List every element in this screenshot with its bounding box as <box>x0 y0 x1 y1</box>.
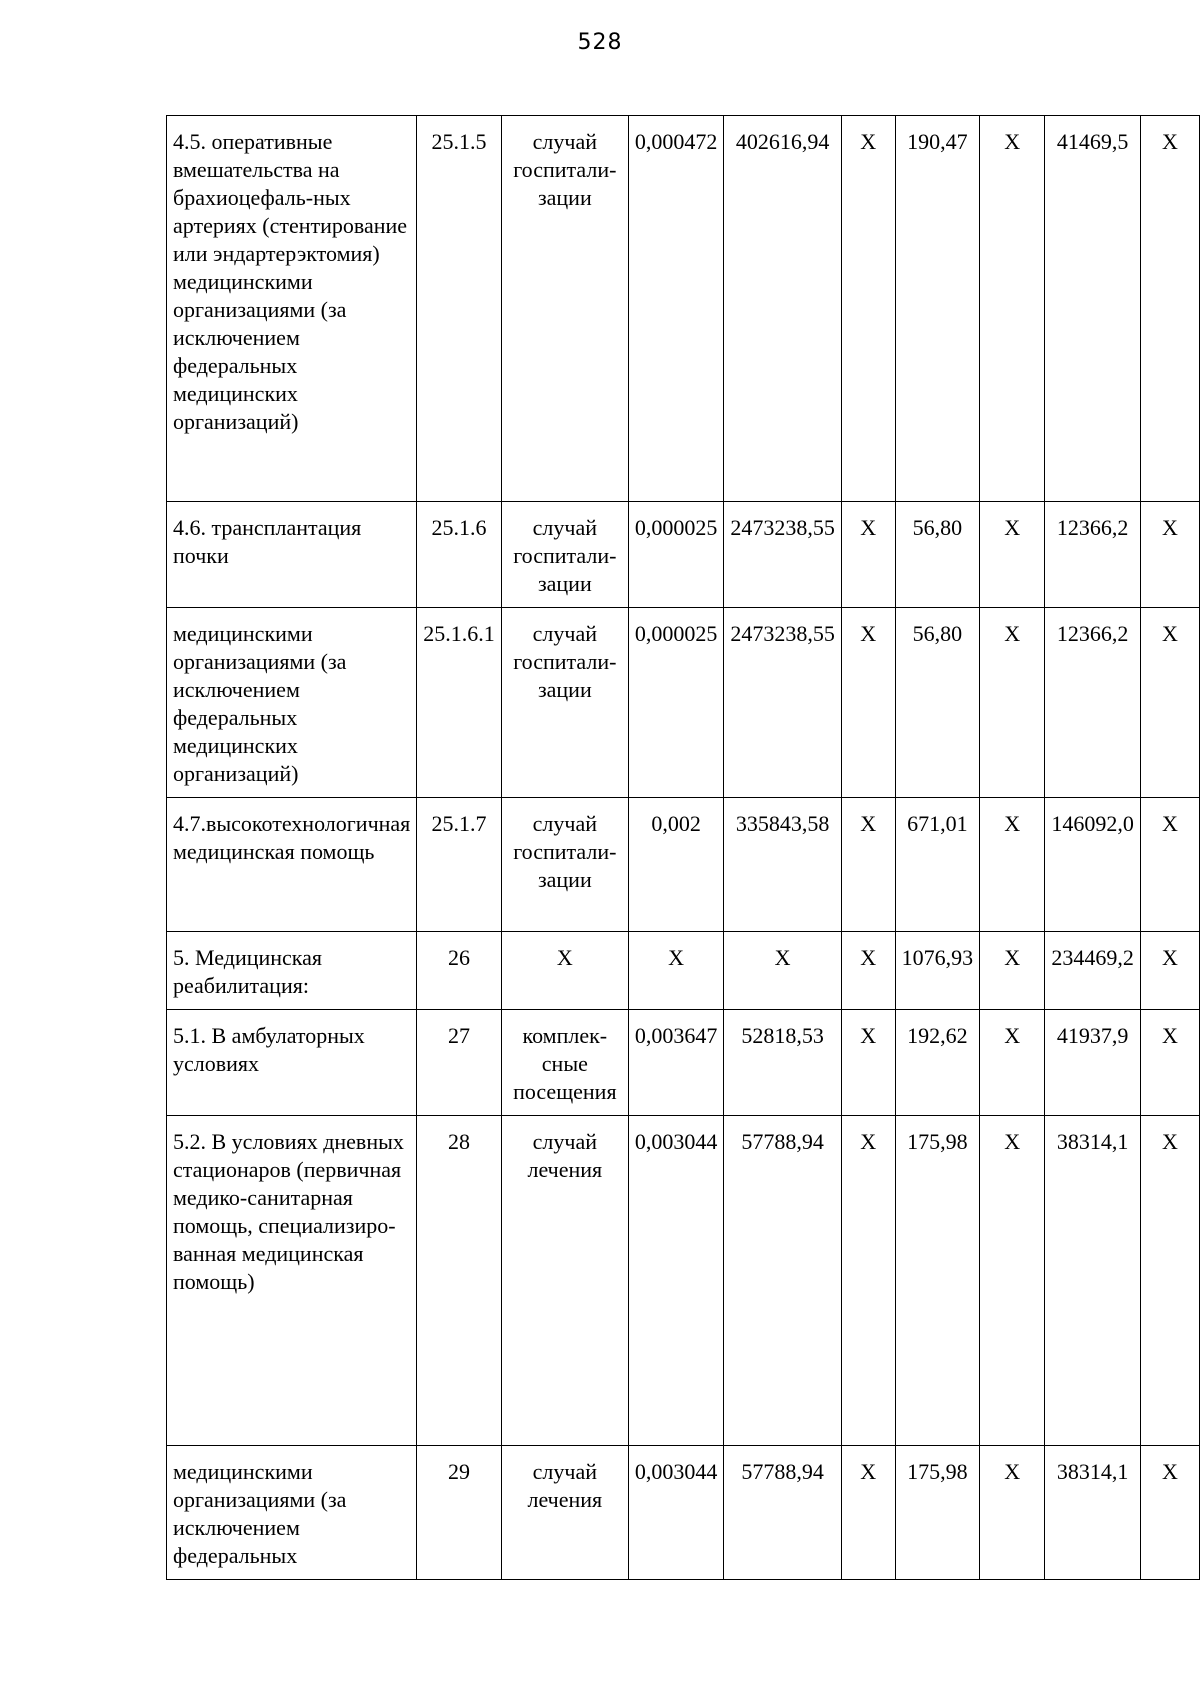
row-col10: Х <box>1140 1116 1199 1446</box>
row-norm: 0,000025 <box>628 502 724 608</box>
row-col7: 56,80 <box>895 502 980 608</box>
row-col10: Х <box>1140 798 1199 932</box>
row-col6: Х <box>841 798 895 932</box>
row-col6: Х <box>841 932 895 1010</box>
row-code: 25.1.5 <box>417 116 502 502</box>
row-col7: 56,80 <box>895 608 980 798</box>
row-name: 5.1. В амбулаторных условиях <box>167 1010 417 1116</box>
row-cost: Х <box>724 932 842 1010</box>
row-unit: Х <box>501 932 628 1010</box>
row-col8: Х <box>980 798 1045 932</box>
row-col9: 12366,2 <box>1045 502 1141 608</box>
row-col6: Х <box>841 116 895 502</box>
row-unit: случай госпитали-зации <box>501 798 628 932</box>
row-col9: 234469,2 <box>1045 932 1141 1010</box>
row-code: 25.1.6 <box>417 502 502 608</box>
table-row <box>167 116 1200 502</box>
row-unit: случай госпитали-зации <box>501 502 628 608</box>
row-code: 29 <box>417 1446 502 1580</box>
data-table <box>166 115 1200 1580</box>
row-cost: 402616,94 <box>724 116 842 502</box>
row-unit: случай госпитали-зации <box>501 116 628 502</box>
row-cost: 57788,94 <box>724 1116 842 1446</box>
row-cost: 2473238,55 <box>724 502 842 608</box>
row-col6: Х <box>841 1446 895 1580</box>
row-norm: 0,003044 <box>628 1116 724 1446</box>
row-norm: Х <box>628 932 724 1010</box>
page-number: 528 <box>577 30 623 55</box>
row-name: медицинскими организациями (за исключением федеральных <box>167 1446 417 1580</box>
row-cost: 335843,58 <box>724 798 842 932</box>
row-name: медицинскими организациями (за исключением федеральных медицинских организаций) <box>167 608 417 798</box>
row-cost: 2473238,55 <box>724 608 842 798</box>
row-cost: 52818,53 <box>724 1010 842 1116</box>
table-row <box>167 1116 1200 1446</box>
row-col9: 41469,5 <box>1045 116 1141 502</box>
row-unit: случай лечения <box>501 1116 628 1446</box>
row-col10: Х <box>1140 502 1199 608</box>
row-col6: Х <box>841 502 895 608</box>
row-code: 26 <box>417 932 502 1010</box>
table-row <box>167 608 1200 798</box>
row-col10: Х <box>1140 608 1199 798</box>
row-col8: Х <box>980 1446 1045 1580</box>
row-col8: Х <box>980 932 1045 1010</box>
row-col10: Х <box>1140 1446 1199 1580</box>
row-col7: 175,98 <box>895 1446 980 1580</box>
row-col8: Х <box>980 116 1045 502</box>
table-row <box>167 798 1200 932</box>
row-norm: 0,002 <box>628 798 724 932</box>
row-norm: 0,003044 <box>628 1446 724 1580</box>
row-col6: Х <box>841 1010 895 1116</box>
row-col7: 175,98 <box>895 1116 980 1446</box>
row-code: 27 <box>417 1010 502 1116</box>
row-name: 4.5. оперативные вмешательства на брахиоцефаль-ных артериях (стентирование или эндартерэктомия) медицинскими организациями (за исключением федеральных медицинских организаций) <box>167 116 417 502</box>
table-row <box>167 1010 1200 1116</box>
row-norm: 0,000472 <box>628 116 724 502</box>
row-code: 28 <box>417 1116 502 1446</box>
row-name: 4.6. трансплантация почки <box>167 502 417 608</box>
row-norm: 0,003647 <box>628 1010 724 1116</box>
row-unit: случай лечения <box>501 1446 628 1580</box>
row-col6: Х <box>841 608 895 798</box>
row-norm: 0,000025 <box>628 608 724 798</box>
row-code: 25.1.6.1 <box>417 608 502 798</box>
row-col6: Х <box>841 1116 895 1446</box>
row-col9: 38314,1 <box>1045 1446 1141 1580</box>
row-code: 25.1.7 <box>417 798 502 932</box>
row-col8: Х <box>980 608 1045 798</box>
row-col10: Х <box>1140 116 1199 502</box>
row-name: 5. Медицинская реабилитация: <box>167 932 417 1010</box>
table-row <box>167 1446 1200 1580</box>
table-row <box>167 502 1200 608</box>
row-col7: 192,62 <box>895 1010 980 1116</box>
row-cost: 57788,94 <box>724 1446 842 1580</box>
row-col7: 671,01 <box>895 798 980 932</box>
row-col8: Х <box>980 1010 1045 1116</box>
row-col9: 38314,1 <box>1045 1116 1141 1446</box>
row-col8: Х <box>980 1116 1045 1446</box>
row-col9: 41937,9 <box>1045 1010 1141 1116</box>
row-name: 4.7.высокотехнологичная медицинская помощь <box>167 798 417 932</box>
table-row <box>167 932 1200 1010</box>
row-col8: Х <box>980 502 1045 608</box>
row-col7: 1076,93 <box>895 932 980 1010</box>
row-col7: 190,47 <box>895 116 980 502</box>
row-name: 5.2. В условиях дневных стационаров (первичная медико-санитарная помощь, специализиро-ванная медицинская помощь) <box>167 1116 417 1446</box>
row-col10: Х <box>1140 932 1199 1010</box>
row-col10: Х <box>1140 1010 1199 1116</box>
row-col9: 146092,0 <box>1045 798 1141 932</box>
row-unit: случай госпитали-зации <box>501 608 628 798</box>
row-col9: 12366,2 <box>1045 608 1141 798</box>
row-unit: комплек-сные посещения <box>501 1010 628 1116</box>
